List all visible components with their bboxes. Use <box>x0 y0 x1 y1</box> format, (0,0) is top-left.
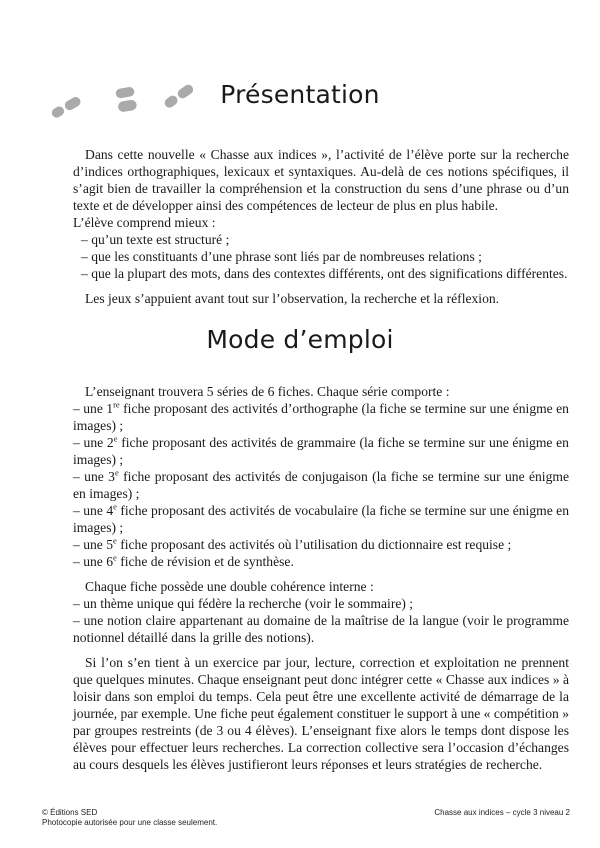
copyright: © Éditions SED <box>42 808 98 817</box>
list-item: – que les constituants d’une phrase sont liés par de nombreuses relations ; <box>81 249 482 264</box>
list-item: – une 4e fiche proposant des activités de vocabulaire (la fiche se termine sur une énigme en images) ; <box>73 501 569 535</box>
footer-left <box>42 808 217 828</box>
mode-emploi-title: Mode d’emploi <box>206 325 394 354</box>
presentation-paragraph: Dans cette nouvelle « Chasse aux indices », l’activité de l’élève porte sur la recherche d’indices orthographiques, lexicaux et syntaxiques. Au-delà de ces notions spécifiques, il s’agit bien de travailler la compréhension et la construction du sens d’une phrase ou d’un texte et de développer ainsi des compétences de lecteur de plus en plus habile. <box>73 147 569 213</box>
list-item: – qu’un texte est structuré ; <box>81 232 230 247</box>
list-item: – que la plupart des mots, dans des contextes différents, ont des significations différentes. <box>81 266 568 281</box>
coherence-intro: Chaque fiche possède une double cohérence interne : <box>85 579 374 594</box>
list-item: – une 5e fiche proposant des activités où l’utilisation du dictionnaire est requise ; <box>73 535 512 552</box>
list-item: – une 2e fiche proposant des activités de grammaire (la fiche se termine sur une énigme en images) ; <box>73 433 569 467</box>
list-item: – une 1re fiche proposant des activités d’orthographe (la fiche se termine sur une énigme en images) ; <box>73 399 569 433</box>
photocopy-notice: Photocopie autorisée pour une classe seulement. <box>42 818 218 827</box>
series-intro: L’enseignant trouvera 5 séries de 6 fiches. Chaque série comporte : <box>85 384 450 399</box>
list-item: – une 3e fiche proposant des activités de conjugaison (la fiche se termine sur une énigme en images) ; <box>73 467 569 501</box>
presentation-list-intro: L’élève comprend mieux : <box>73 215 216 230</box>
usage-paragraph: Si l’on s’en tient à un exercice par jour, lecture, correction et exploitation ne prennent que quelques minutes. Chaque enseignant peut donc intégrer cette « Chasse aux indices » à loisir dans son emploi du temps. Cela peut être une excellente activité de démarrage de la journée, par exemple. Une fiche peut également constituer le support à une « compétition » par groupes restreints (de 3 ou 4 élèves). L’enseignant fixe alors le temps dont dispose les élèves pour effectuer leurs recherches. La correction collective sera l’occasion d’échanges au cours desquels les élèves justifieront leurs réponses et leurs stratégies de recherche. <box>73 655 569 772</box>
list-item: – une notion claire appartenant au domaine de la maîtrise de la langue (voir le programme notionnel détaillé dans la grille des notions). <box>73 613 569 645</box>
list-item: – une 6e fiche de révision et de synthèse. <box>73 552 294 569</box>
presentation-title: Présentation <box>220 80 380 109</box>
book-reference: Chasse aux indices – cycle 3 niveau 2 <box>434 808 570 817</box>
presentation-section <box>73 146 569 315</box>
mode-emploi-section <box>73 383 569 781</box>
list-item: – un thème unique qui fédère la recherche (voir le sommaire) ; <box>73 596 414 611</box>
presentation-closing: Les jeux s’appuient avant tout sur l’observation, la recherche et la réflexion. <box>85 291 500 306</box>
